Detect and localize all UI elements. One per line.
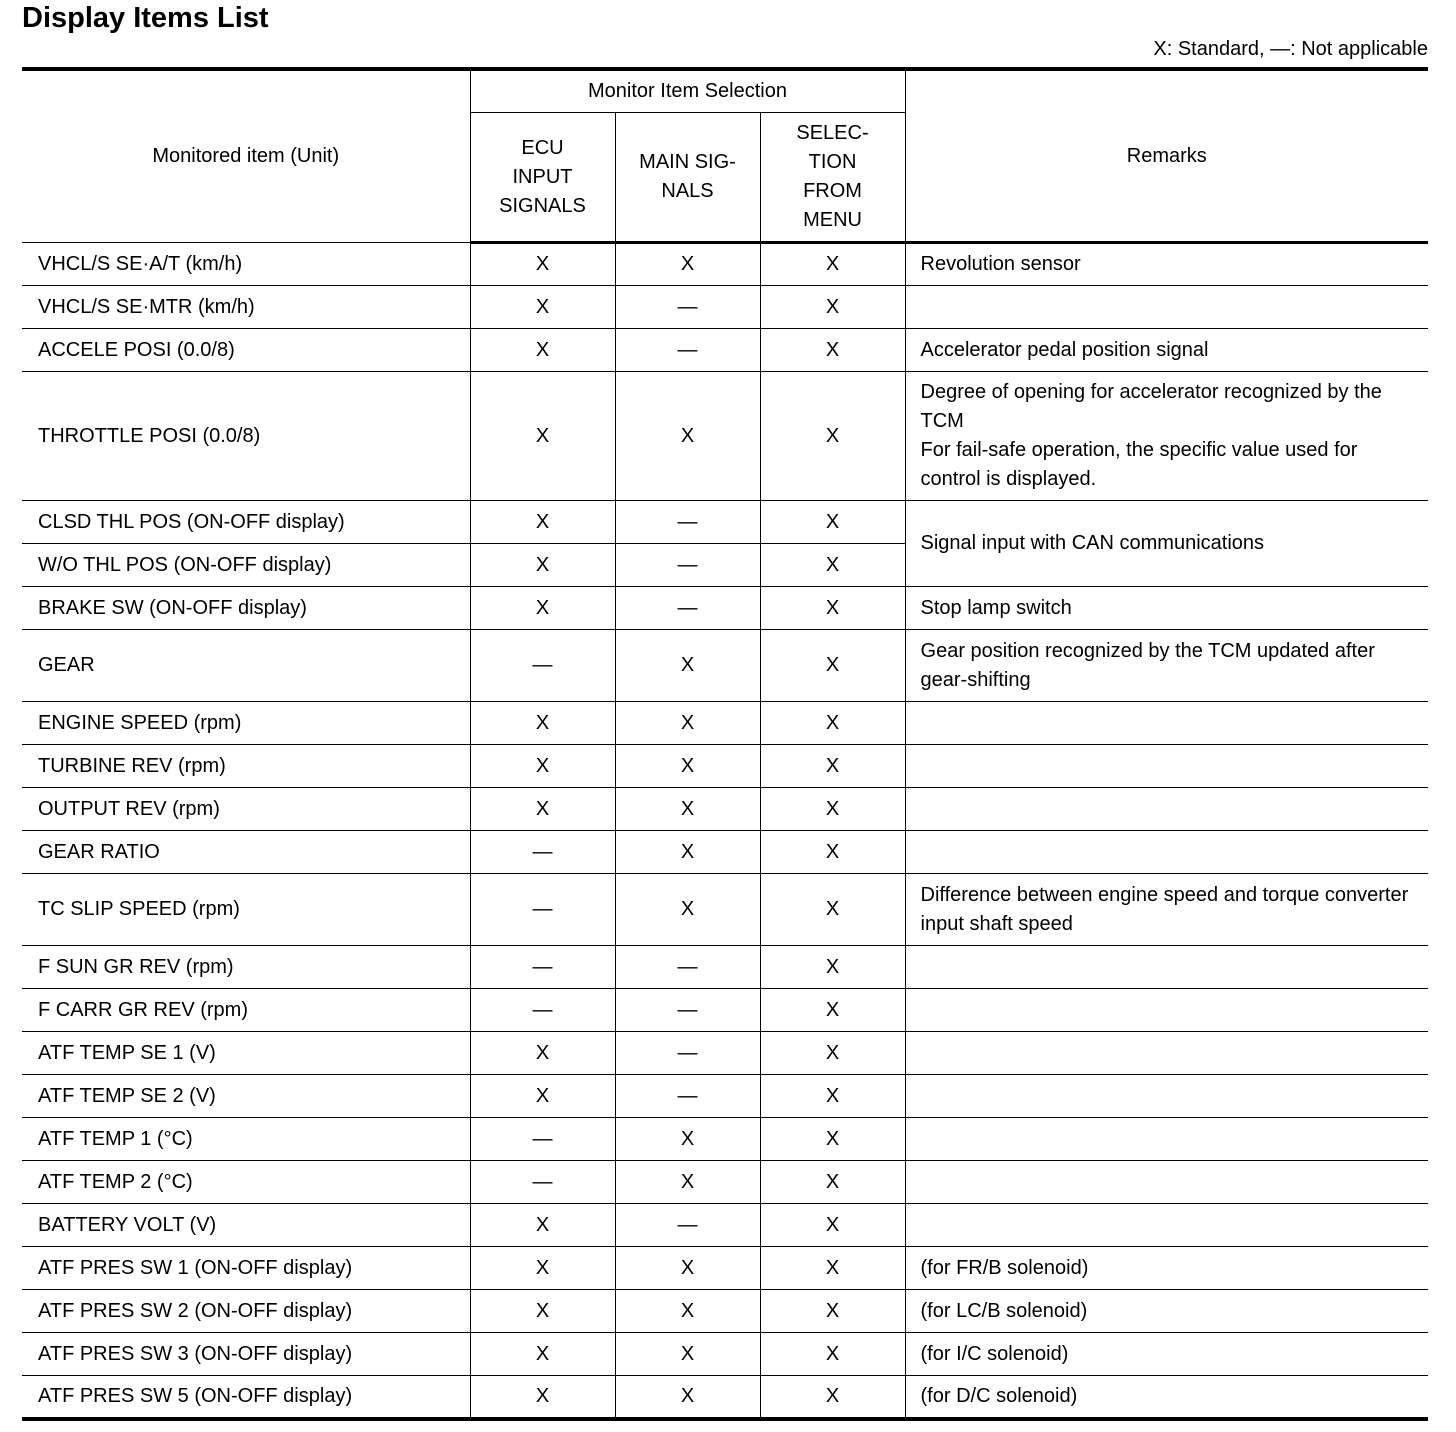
monitored-item: ATF PRES SW 1 (ON-OFF display) <box>22 1247 470 1290</box>
table-row <box>22 1075 1428 1118</box>
main-signals-mark: — <box>615 1032 760 1075</box>
selection-menu-mark: X <box>760 874 905 946</box>
main-signals-mark: X <box>615 1376 760 1419</box>
remark <box>905 1075 1428 1118</box>
monitored-item: THROTTLE POSI (0.0/8) <box>22 372 470 501</box>
remark <box>905 831 1428 874</box>
monitored-item: F SUN GR REV (rpm) <box>22 946 470 989</box>
monitored-item: ATF TEMP 2 (°C) <box>22 1161 470 1204</box>
monitored-item: BRAKE SW (ON-OFF display) <box>22 587 470 630</box>
selection-menu-mark: X <box>760 329 905 372</box>
selection-menu-mark: X <box>760 1376 905 1419</box>
main-signals-mark: X <box>615 1247 760 1290</box>
remark: (for I/C solenoid) <box>905 1333 1428 1376</box>
table-row <box>22 372 1428 501</box>
ecu-input-mark: X <box>470 501 615 544</box>
main-signals-mark: X <box>615 243 760 286</box>
table-row <box>22 286 1428 329</box>
main-signals-mark: X <box>615 702 760 745</box>
table-row <box>22 1032 1428 1075</box>
main-signals-mark: — <box>615 329 760 372</box>
remark: Difference between engine speed and torque converter input shaft speed <box>905 874 1428 946</box>
monitored-item: CLSD THL POS (ON-OFF display) <box>22 501 470 544</box>
selection-menu-mark: X <box>760 946 905 989</box>
main-signals-mark: — <box>615 989 760 1032</box>
remark <box>905 788 1428 831</box>
table-row <box>22 1204 1428 1247</box>
ecu-input-mark: — <box>470 630 615 702</box>
selection-menu-mark: X <box>760 243 905 286</box>
selection-menu-mark: X <box>760 831 905 874</box>
main-signals-mark: X <box>615 1161 760 1204</box>
remark <box>905 1118 1428 1161</box>
monitored-item: TURBINE REV (rpm) <box>22 745 470 788</box>
monitored-item: ATF TEMP 1 (°C) <box>22 1118 470 1161</box>
main-signals-mark: X <box>615 788 760 831</box>
selection-menu-mark: X <box>760 745 905 788</box>
selection-menu-mark: X <box>760 1290 905 1333</box>
selection-menu-mark: X <box>760 501 905 544</box>
table-row <box>22 243 1428 286</box>
ecu-input-mark: — <box>470 831 615 874</box>
header-selection-from-menu: SELEC- TION FROM MENU <box>760 113 905 243</box>
header-monitor-item-selection: Monitor Item Selection <box>470 69 905 113</box>
selection-menu-mark: X <box>760 1032 905 1075</box>
remark: (for LC/B solenoid) <box>905 1290 1428 1333</box>
table-row <box>22 501 1428 544</box>
selection-menu-mark: X <box>760 587 905 630</box>
ecu-input-mark: X <box>470 1290 615 1333</box>
main-signals-mark: — <box>615 501 760 544</box>
selection-menu-mark: X <box>760 1118 905 1161</box>
remark <box>905 702 1428 745</box>
table-row <box>22 874 1428 946</box>
main-signals-mark: X <box>615 1118 760 1161</box>
main-signals-mark: — <box>615 544 760 587</box>
monitored-item: ATF PRES SW 5 (ON-OFF display) <box>22 1376 470 1419</box>
main-signals-mark: X <box>615 745 760 788</box>
table-row <box>22 788 1428 831</box>
monitored-item: ATF PRES SW 2 (ON-OFF display) <box>22 1290 470 1333</box>
header-main-signals: MAIN SIG- NALS <box>615 113 760 243</box>
ecu-input-mark: X <box>470 372 615 501</box>
ecu-input-mark: X <box>470 1204 615 1247</box>
legend-note: X: Standard, —: Not applicable <box>1153 38 1428 60</box>
remark <box>905 1161 1428 1204</box>
header-ecu-input-signals: ECU INPUT SIGNALS <box>470 113 615 243</box>
main-signals-mark: X <box>615 1333 760 1376</box>
main-signals-mark: X <box>615 1290 760 1333</box>
selection-menu-mark: X <box>760 286 905 329</box>
remark: Accelerator pedal position signal <box>905 329 1428 372</box>
selection-menu-mark: X <box>760 1204 905 1247</box>
selection-menu-mark: X <box>760 1333 905 1376</box>
header-remarks: Remarks <box>905 69 1428 243</box>
remark <box>905 745 1428 788</box>
table-row <box>22 946 1428 989</box>
main-signals-mark: — <box>615 1204 760 1247</box>
monitored-item: VHCL/S SE·A/T (km/h) <box>22 243 470 286</box>
ecu-input-mark: — <box>470 874 615 946</box>
remark <box>905 989 1428 1032</box>
ecu-input-mark: X <box>470 1333 615 1376</box>
remark <box>905 286 1428 329</box>
monitored-item: BATTERY VOLT (V) <box>22 1204 470 1247</box>
ecu-input-mark: — <box>470 1161 615 1204</box>
monitored-item: F CARR GR REV (rpm) <box>22 989 470 1032</box>
main-signals-mark: X <box>615 831 760 874</box>
selection-menu-mark: X <box>760 1247 905 1290</box>
table-row <box>22 989 1428 1032</box>
remark: (for D/C solenoid) <box>905 1376 1428 1419</box>
remark <box>905 1204 1428 1247</box>
ecu-input-mark: X <box>470 243 615 286</box>
main-signals-mark: X <box>615 630 760 702</box>
table-row <box>22 587 1428 630</box>
ecu-input-mark: X <box>470 788 615 831</box>
main-signals-mark: X <box>615 372 760 501</box>
ecu-input-mark: — <box>470 989 615 1032</box>
table-row <box>22 745 1428 788</box>
monitored-item: ATF TEMP SE 1 (V) <box>22 1032 470 1075</box>
header-monitored-item: Monitored item (Unit) <box>22 69 470 243</box>
selection-menu-mark: X <box>760 544 905 587</box>
remark <box>905 1032 1428 1075</box>
ecu-input-mark: X <box>470 1376 615 1419</box>
page-title: Display Items List <box>22 2 269 34</box>
table-row <box>22 831 1428 874</box>
monitored-item: GEAR RATIO <box>22 831 470 874</box>
selection-menu-mark: X <box>760 788 905 831</box>
ecu-input-mark: X <box>470 745 615 788</box>
monitored-item: ATF PRES SW 3 (ON-OFF display) <box>22 1333 470 1376</box>
ecu-input-mark: X <box>470 702 615 745</box>
monitored-item: VHCL/S SE·MTR (km/h) <box>22 286 470 329</box>
monitored-item: ENGINE SPEED (rpm) <box>22 702 470 745</box>
remark <box>905 946 1428 989</box>
table-row <box>22 1376 1428 1419</box>
ecu-input-mark: X <box>470 544 615 587</box>
remark: Stop lamp switch <box>905 587 1428 630</box>
table-row <box>22 630 1428 702</box>
selection-menu-mark: X <box>760 1161 905 1204</box>
table-row <box>22 1118 1428 1161</box>
ecu-input-mark: X <box>470 1075 615 1118</box>
ecu-input-mark: — <box>470 946 615 989</box>
main-signals-mark: X <box>615 874 760 946</box>
display-items-table <box>22 67 1428 1421</box>
table-row <box>22 1333 1428 1376</box>
ecu-input-mark: X <box>470 286 615 329</box>
table-row <box>22 1290 1428 1333</box>
selection-menu-mark: X <box>760 630 905 702</box>
ecu-input-mark: X <box>470 1247 615 1290</box>
monitored-item: TC SLIP SPEED (rpm) <box>22 874 470 946</box>
selection-menu-mark: X <box>760 372 905 501</box>
main-signals-mark: — <box>615 946 760 989</box>
remark: Revolution sensor <box>905 243 1428 286</box>
ecu-input-mark: X <box>470 587 615 630</box>
selection-menu-mark: X <box>760 702 905 745</box>
monitored-item: GEAR <box>22 630 470 702</box>
ecu-input-mark: X <box>470 329 615 372</box>
remark: Signal input with CAN communications <box>905 501 1428 587</box>
monitored-item: ACCELE POSI (0.0/8) <box>22 329 470 372</box>
monitored-item: ATF TEMP SE 2 (V) <box>22 1075 470 1118</box>
ecu-input-mark: — <box>470 1118 615 1161</box>
selection-menu-mark: X <box>760 1075 905 1118</box>
ecu-input-mark: X <box>470 1032 615 1075</box>
selection-menu-mark: X <box>760 989 905 1032</box>
monitored-item: W/O THL POS (ON-OFF display) <box>22 544 470 587</box>
remark: Gear position recognized by the TCM updated after gear-shifting <box>905 630 1428 702</box>
table-row <box>22 1161 1428 1204</box>
remark: Degree of opening for accelerator recognized by the TCM For fail-safe operation, the specific value used for control is displayed. <box>905 372 1428 501</box>
table-row <box>22 702 1428 745</box>
table-row <box>22 1247 1428 1290</box>
main-signals-mark: — <box>615 286 760 329</box>
table-row <box>22 329 1428 372</box>
remark: (for FR/B solenoid) <box>905 1247 1428 1290</box>
main-signals-mark: — <box>615 587 760 630</box>
main-signals-mark: — <box>615 1075 760 1118</box>
monitored-item: OUTPUT REV (rpm) <box>22 788 470 831</box>
